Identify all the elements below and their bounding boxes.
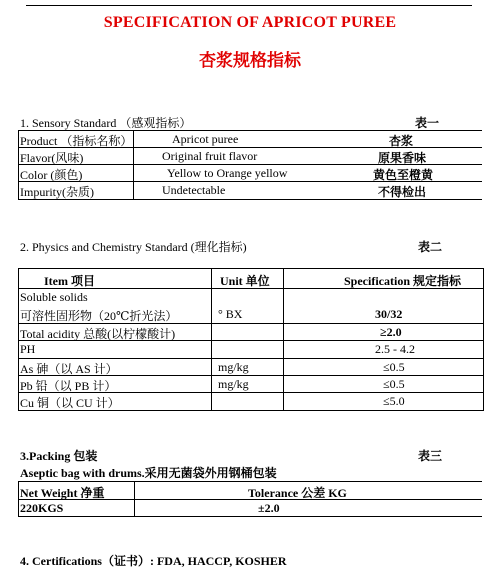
table-cell-cn: 杏浆 <box>389 134 414 148</box>
table-cell-unit: mg/kg <box>218 377 249 391</box>
section2-heading: 2. Physics and Chemistry Standard (理化指标) <box>20 240 247 254</box>
table-row-label: As 砷（以 AS 计） <box>20 362 118 376</box>
table-cell-unit: ° BX <box>218 307 243 321</box>
column-header-unit: Unit 单位 <box>220 274 270 288</box>
table-cell-en: Original fruit flavor <box>162 149 258 163</box>
table-cell-weight: 220KGS <box>20 501 64 515</box>
column-header-item: Item 项目 <box>44 274 95 288</box>
column-header-spec: Specification 规定指标 <box>344 274 461 288</box>
table-row-label: Product （指标名称） <box>20 134 133 148</box>
section4-heading: 4. Certifications（证书）: FDA, HACCP, KOSHER <box>20 554 287 568</box>
table-cell-cn: 原果香味 <box>378 151 427 165</box>
table-row-label: Pb 铅（以 PB 计） <box>20 379 117 393</box>
table-cell-spec: ≤0.5 <box>383 360 405 374</box>
column-header-weight: Net Weight 净重 <box>20 486 105 500</box>
table-cell-spec: ≤0.5 <box>383 377 405 391</box>
table-row-label: Soluble solids <box>20 290 88 304</box>
page-subtitle: 杏浆规格指标 <box>199 51 301 71</box>
packing-description: Aseptic bag with drums.采用无菌袋外用钢桶包装 <box>20 466 277 480</box>
table-row-label: Flavor(风味) <box>20 151 84 165</box>
table-cell-spec: ≥2.0 <box>380 325 402 339</box>
table-row-label: Color (颜色) <box>20 168 83 182</box>
table-cell-en: Yellow to Orange yellow <box>167 166 288 180</box>
column-header-tolerance: Tolerance 公差 KG <box>248 486 347 500</box>
table-row-label: Impurity(杂质) <box>20 185 94 199</box>
table-cell-tolerance: ±2.0 <box>258 501 280 515</box>
table-cell-spec: 2.5 - 4.2 <box>375 342 415 356</box>
table-cell-spec: ≤5.0 <box>383 394 405 408</box>
table-cell-cn: 不得检出 <box>378 185 427 199</box>
top-rule <box>26 5 472 6</box>
section1-heading: 1. Sensory Standard （感观指标） <box>20 116 192 130</box>
table-cell-en: Undetectable <box>162 183 226 197</box>
section3-heading: 3.Packing 包装 <box>20 449 98 463</box>
table-cell-en: Apricot puree <box>172 132 239 146</box>
section3-table-number: 表三 <box>418 449 443 463</box>
page-title: SPECIFICATION OF APRICOT PUREE <box>103 14 397 31</box>
section2-table-number: 表二 <box>418 240 443 254</box>
table-row-label: Cu 铜（以 CU 计） <box>20 396 120 410</box>
table-cell-spec: 30/32 <box>375 307 403 321</box>
table-cell-unit: mg/kg <box>218 360 249 374</box>
section1-table-number: 表一 <box>415 116 440 130</box>
table-row-label: Total acidity 总酸(以柠檬酸计) <box>20 327 176 341</box>
table-row-label-cn: 可溶性固形物（20℃折光法） <box>20 309 178 323</box>
table-cell-cn: 黄色至橙黄 <box>373 168 434 182</box>
table-row-label: PH <box>20 342 36 356</box>
